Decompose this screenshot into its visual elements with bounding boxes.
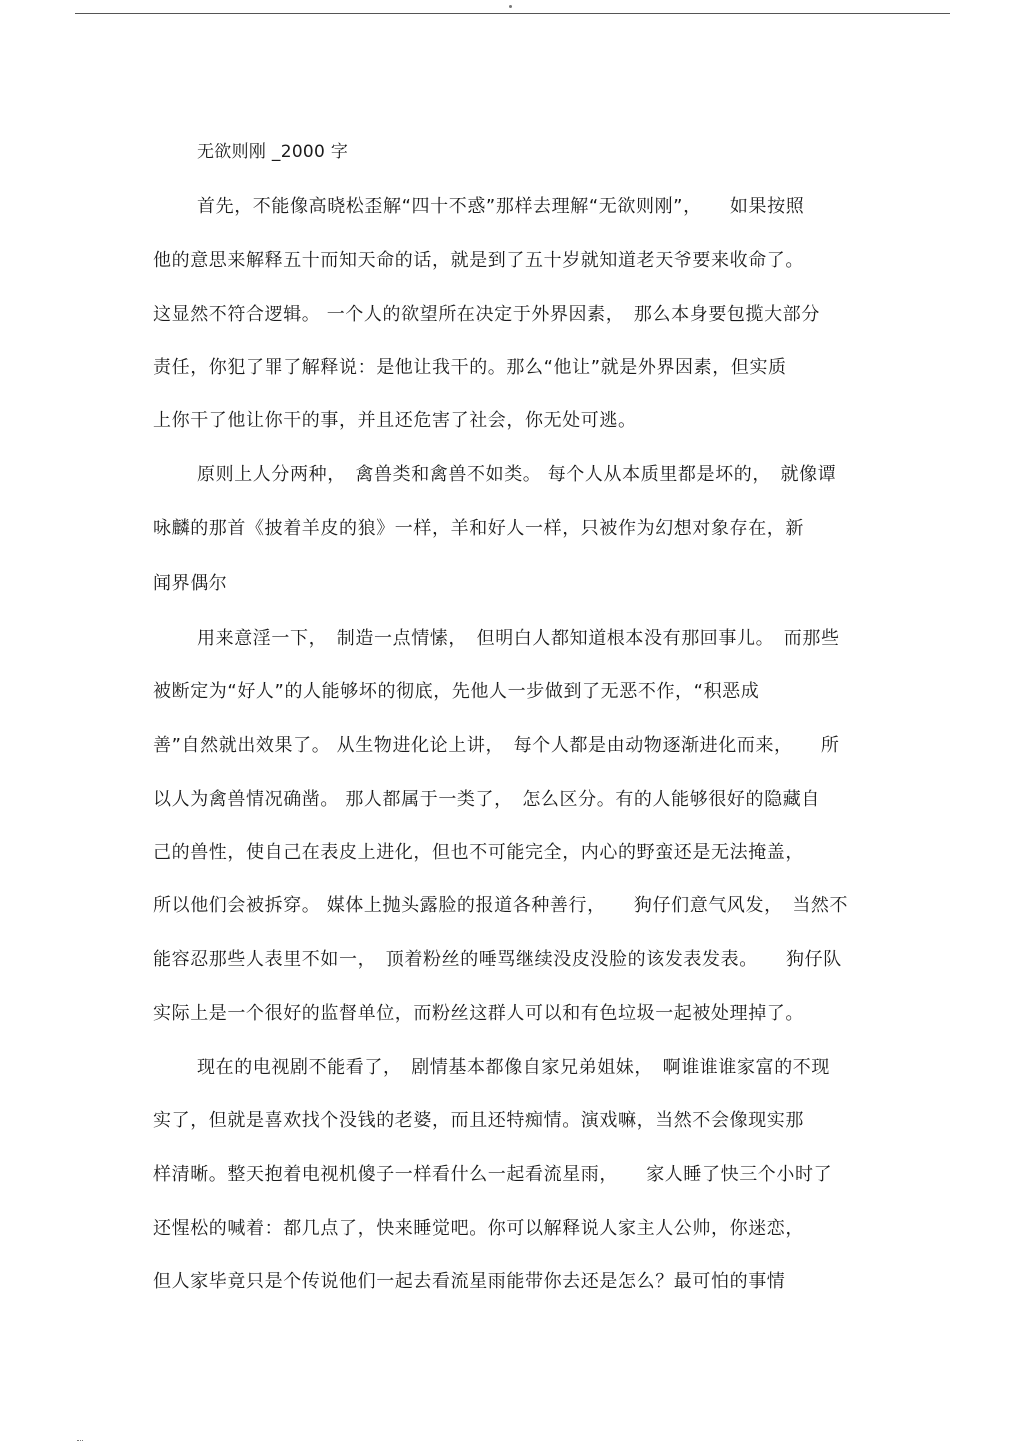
text-line: 但人家毕竟只是个传说他们一起去看流星雨能带你去还是怎么？最可怕的事情 — [153, 1271, 786, 1292]
document-title: 无欲则刚 _2000 字 — [197, 142, 349, 162]
header-rule — [75, 13, 950, 14]
text-line: 首先，不能像高晓松歪解“四十不惑”那样去理解“无欲则刚”， 如果按照 — [197, 196, 805, 217]
text-line: 现在的电视剧不能看了， 剧情基本都像自家兄弟姐妹， 啊谁谁谁家富的不现 — [197, 1057, 830, 1078]
text-line: 己的兽性，使自己在表皮上进化，但也不可能完全，内心的野蛮还是无法掩盖， — [153, 842, 804, 863]
text-line: 能容忍那些人表里不如一， 顶着粉丝的唾骂继续没皮没脸的该发表发表。 狗仔队 — [153, 949, 842, 970]
text-line: 咏麟的那首《披着羊皮的狼》一样，羊和好人一样，只被作为幻想对象存在，新 — [153, 518, 804, 539]
text-line: 所以他们会被拆穿。 媒体上抛头露脸的报道各种善行， 狗仔们意气风发， 当然不 — [153, 895, 849, 916]
text-line: 上你干了他让你干的事，并且还危害了社会，你无处可逃。 — [153, 410, 637, 431]
text-line: 原则上人分两种， 禽兽类和禽兽不如类。 每个人从本质里都是坏的， 就像谭 — [197, 464, 837, 485]
footer-mark — [77, 1440, 83, 1443]
text-line: 这显然不符合逻辑。 一个人的欲望所在决定于外界因素， 那么本身要包揽大部分 — [153, 304, 820, 325]
text-line: 责任，你犯了罪了解释说：是他让我干的。那么“他让”就是外界因素，但实质 — [153, 357, 787, 378]
text-line: 实际上是一个很好的监督单位，而粉丝这群人可以和有色垃圾一起被处理掉了。 — [153, 1003, 804, 1024]
text-line: 被断定为“好人”的人能够坏的彻底，先他人一步做到了无恶不作，“积恶成 — [153, 681, 760, 702]
text-line: 闻界偶尔 — [153, 573, 228, 594]
text-line: 样清晰。整天抱着电视机傻子一样看什么一起看流星雨， 家人睡了快三个小时了 — [153, 1164, 833, 1185]
text-line: 善”自然就出效果了。 从生物进化论上讲， 每个人都是由动物逐渐进化而来， 所 — [153, 735, 840, 756]
text-line: 还惺松的喊着：都几点了，快来睡觉吧。你可以解释说人家主人公帅，你迷恋， — [153, 1218, 804, 1239]
text-line: 用来意淫一下， 制造一点情愫， 但明白人都知道根本没有那回事儿。 而那些 — [197, 628, 840, 649]
text-line: 他的意思来解释五十而知天命的话，就是到了五十岁就知道老天爷要来收命了。 — [153, 250, 804, 271]
text-line: 实了，但就是喜欢找个没钱的老婆，而且还特痴情。演戏嘛，当然不会像现实那 — [153, 1110, 804, 1131]
text-line: 以人为禽兽情况确凿。 那人都属于一类了， 怎么区分。有的人能够很好的隐藏自 — [153, 789, 820, 810]
header-dot — [509, 5, 512, 8]
